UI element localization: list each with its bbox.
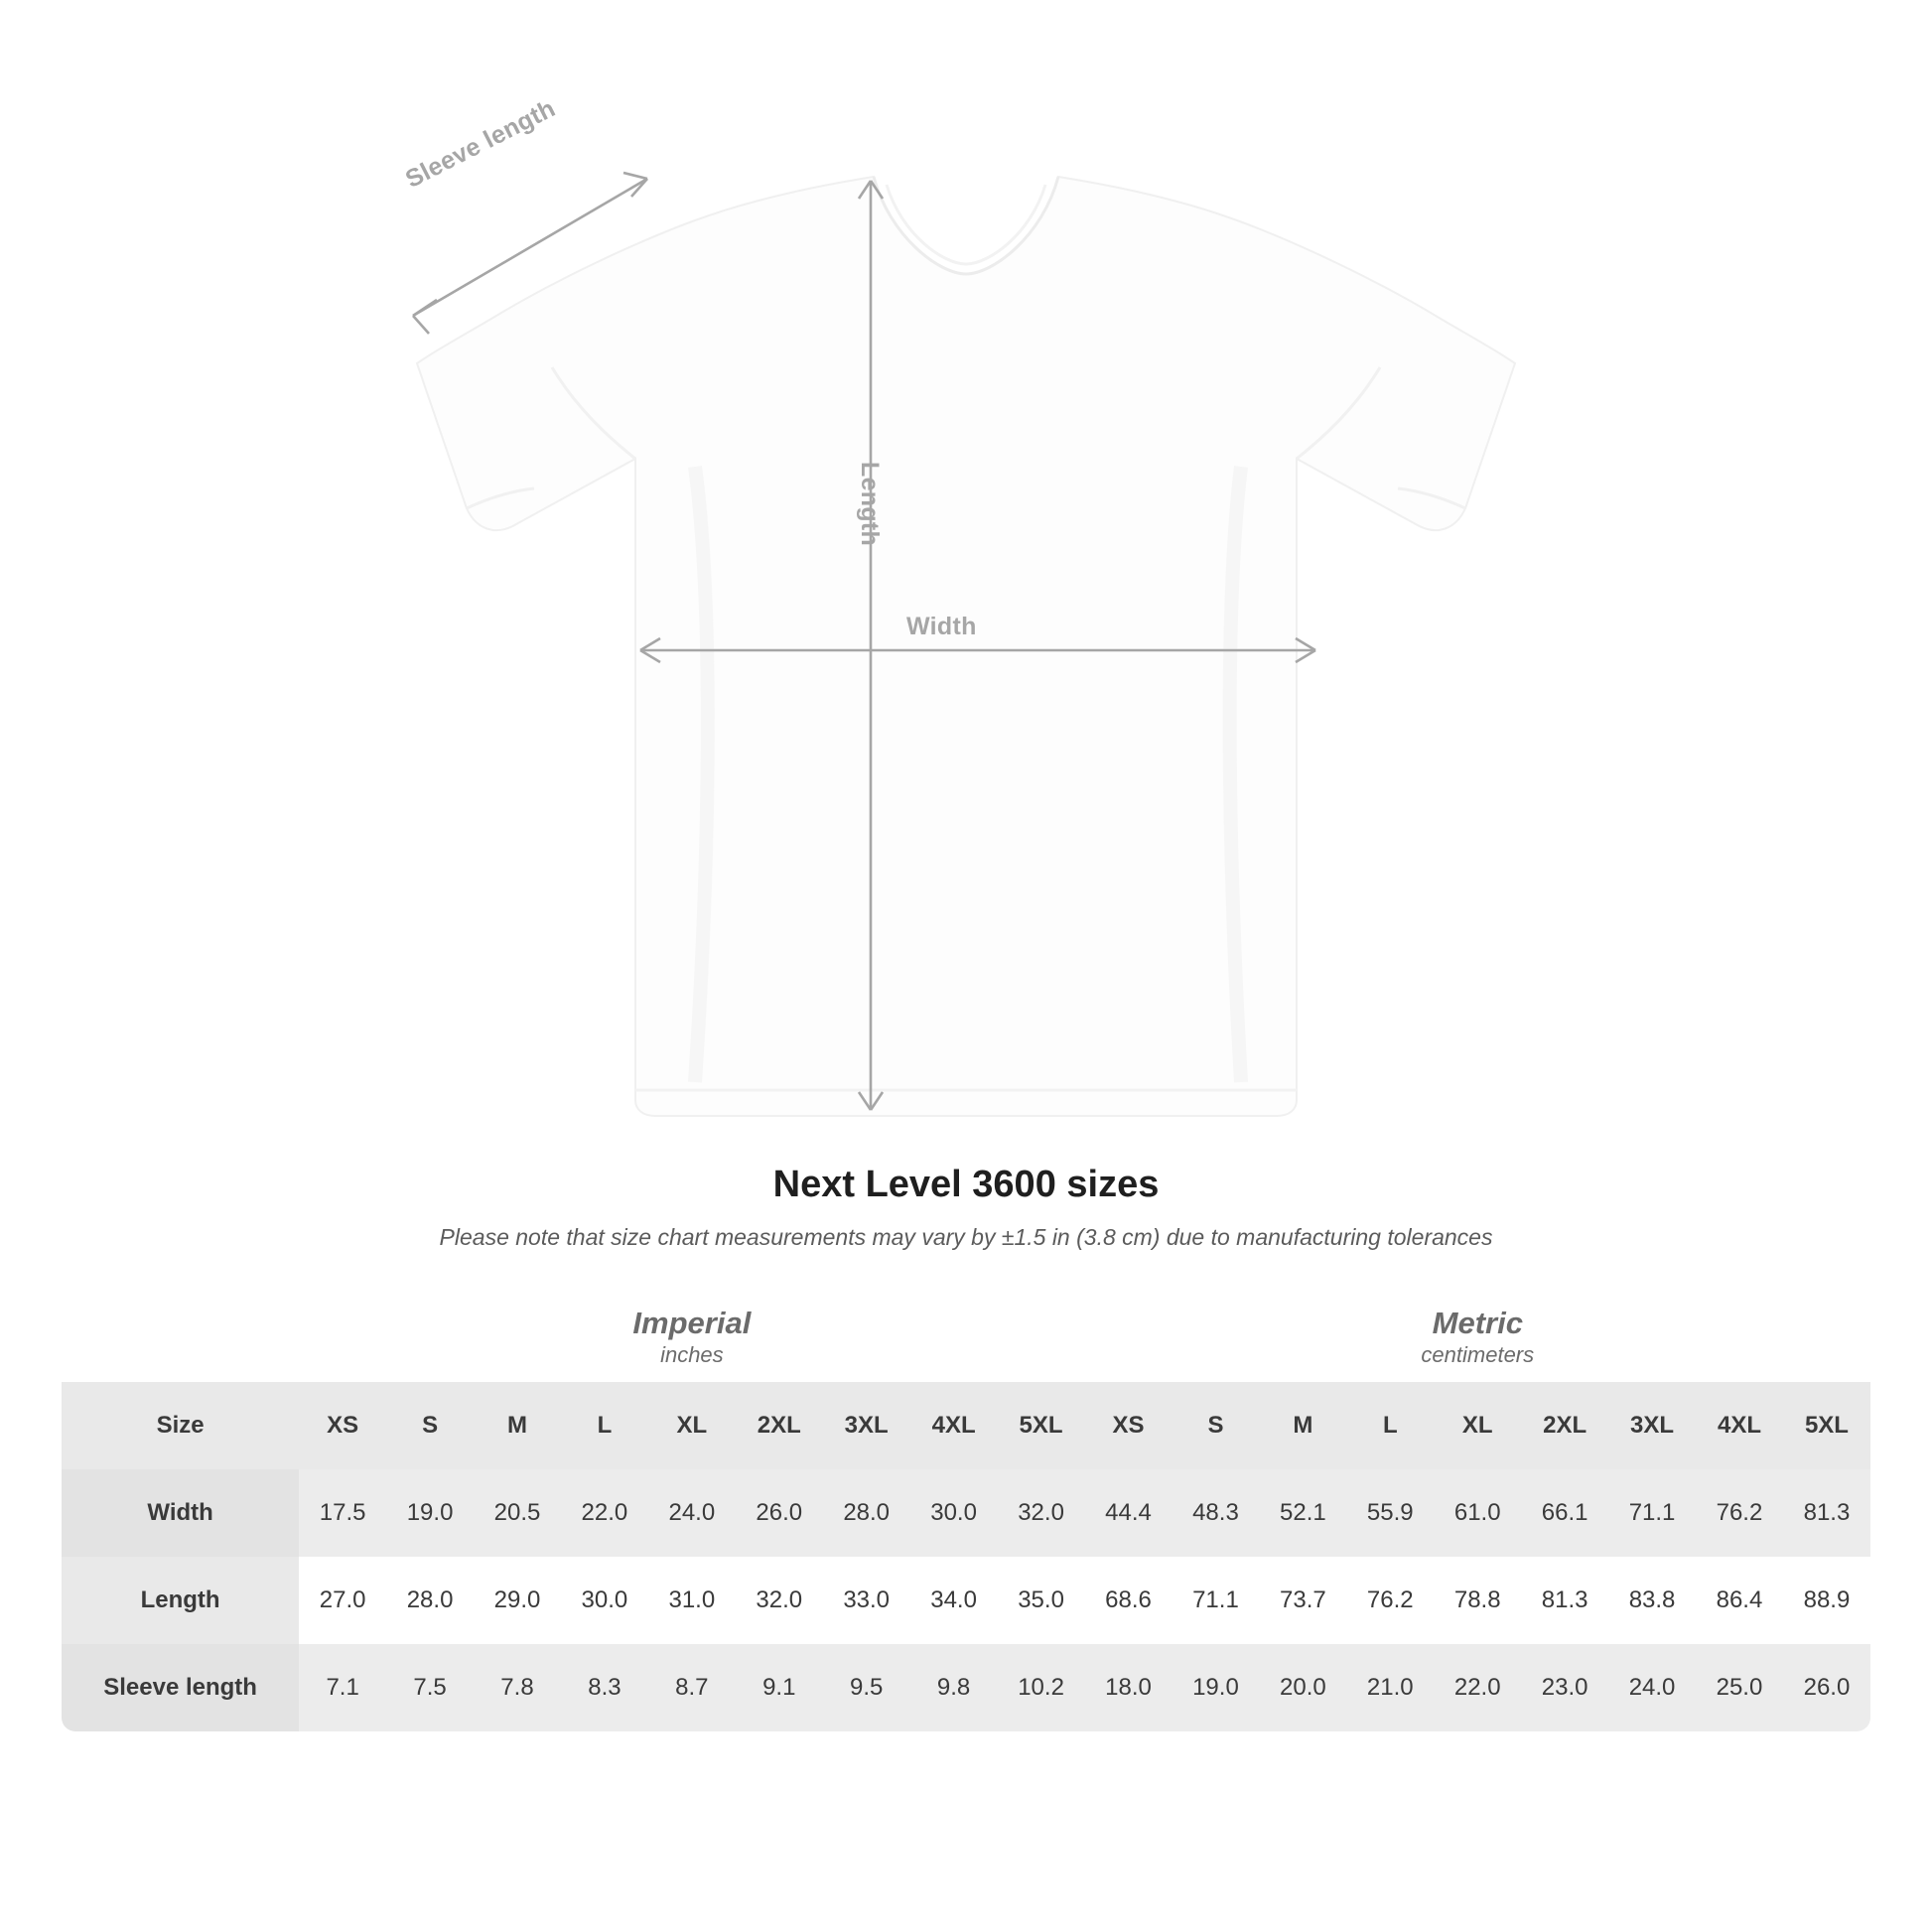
measurement-cell: 34.0 <box>910 1557 998 1644</box>
measurement-cell: 8.7 <box>648 1644 736 1731</box>
measurement-cell: 88.9 <box>1783 1557 1870 1644</box>
measurement-cell: 32.0 <box>998 1469 1085 1557</box>
measurement-cell: 31.0 <box>648 1557 736 1644</box>
unit-header-spacer <box>62 1295 299 1382</box>
measurement-cell: 71.1 <box>1172 1557 1259 1644</box>
measurement-cell: 44.4 <box>1085 1469 1173 1557</box>
measurement-cell: 9.8 <box>910 1644 998 1731</box>
size-header-cell: 2XL <box>736 1382 823 1469</box>
measurement-cell: 21.0 <box>1346 1644 1434 1731</box>
measurement-cell: 28.0 <box>823 1469 910 1557</box>
unit-group-header-imperial <box>299 1295 1084 1382</box>
size-table-container <box>62 1295 1870 1731</box>
measurement-cell: 26.0 <box>736 1469 823 1557</box>
measurement-cell: 19.0 <box>386 1469 474 1557</box>
measurement-cell: 81.3 <box>1521 1557 1608 1644</box>
measurement-cell: 61.0 <box>1434 1469 1521 1557</box>
measurement-cell: 55.9 <box>1346 1469 1434 1557</box>
measurement-cell: 8.3 <box>561 1644 648 1731</box>
measurement-row-label: Sleeve length <box>62 1644 299 1731</box>
size-header-cell: L <box>1346 1382 1434 1469</box>
unit-group-sub: inches <box>660 1342 724 1368</box>
size-header-cell: XL <box>648 1382 736 1469</box>
measurement-cell: 81.3 <box>1783 1469 1870 1557</box>
measurement-cell: 76.2 <box>1346 1557 1434 1644</box>
size-header-row <box>62 1382 1870 1469</box>
tshirt-shape <box>417 177 1515 1116</box>
measurement-cell: 52.1 <box>1259 1469 1346 1557</box>
sleeve-length-dimension-label: Sleeve length <box>401 94 560 194</box>
measurement-cell: 29.0 <box>474 1557 561 1644</box>
size-table <box>62 1295 1870 1731</box>
size-header-cell: 5XL <box>998 1382 1085 1469</box>
unit-group-name: Imperial <box>632 1305 752 1340</box>
size-header-cell: XL <box>1434 1382 1521 1469</box>
measurement-cell: 73.7 <box>1259 1557 1346 1644</box>
width-dimension-label: Width <box>906 613 977 640</box>
measurement-cell: 27.0 <box>299 1557 386 1644</box>
size-header-cell: L <box>561 1382 648 1469</box>
measurement-cell: 22.0 <box>1434 1644 1521 1731</box>
size-header-cell: 3XL <box>1608 1382 1696 1469</box>
measurement-cell: 33.0 <box>823 1557 910 1644</box>
length-dimension-label: Length <box>856 462 884 547</box>
measurement-cell: 10.2 <box>998 1644 1085 1731</box>
measurement-cell: 18.0 <box>1085 1644 1173 1731</box>
measurement-cell: 17.5 <box>299 1469 386 1557</box>
measurement-cell: 7.5 <box>386 1644 474 1731</box>
measurement-cell: 24.0 <box>1608 1644 1696 1731</box>
unit-group-name: Metric <box>1432 1305 1523 1340</box>
measurement-cell: 26.0 <box>1783 1644 1870 1731</box>
measurement-cell: 9.5 <box>823 1644 910 1731</box>
measurement-cell: 25.0 <box>1696 1644 1783 1731</box>
table-row <box>62 1469 1870 1557</box>
size-header-cell: M <box>1259 1382 1346 1469</box>
size-header-cell: S <box>386 1382 474 1469</box>
measurement-cell: 19.0 <box>1172 1644 1259 1731</box>
measurement-cell: 20.5 <box>474 1469 561 1557</box>
unit-header-row <box>62 1295 1870 1382</box>
size-header-cell: S <box>1172 1382 1259 1469</box>
unit-group-sub: centimeters <box>1421 1342 1535 1368</box>
tolerance-note: Please note that size chart measurements may vary by ±1.5 in (3.8 cm) due to manufacturing tolerances <box>439 1224 1493 1250</box>
measurement-cell: 20.0 <box>1259 1644 1346 1731</box>
measurement-cell: 78.8 <box>1434 1557 1521 1644</box>
measurement-cell: 23.0 <box>1521 1644 1608 1731</box>
measurement-cell: 66.1 <box>1521 1469 1608 1557</box>
size-header-cell: M <box>474 1382 561 1469</box>
measurement-cell: 83.8 <box>1608 1557 1696 1644</box>
measurement-cell: 30.0 <box>561 1557 648 1644</box>
size-header-label: Size <box>62 1382 299 1469</box>
size-header-cell: 2XL <box>1521 1382 1608 1469</box>
measurement-cell: 32.0 <box>736 1557 823 1644</box>
measurement-cell: 7.1 <box>299 1644 386 1731</box>
measurement-cell: 7.8 <box>474 1644 561 1731</box>
page-title: Next Level 3600 sizes <box>772 1164 1160 1205</box>
measurement-cell: 76.2 <box>1696 1469 1783 1557</box>
size-header-cell: 4XL <box>1696 1382 1783 1469</box>
size-header-cell: XS <box>1085 1382 1173 1469</box>
measurement-cell: 22.0 <box>561 1469 648 1557</box>
size-header-cell: 3XL <box>823 1382 910 1469</box>
measurement-cell: 30.0 <box>910 1469 998 1557</box>
measurement-row-label: Length <box>62 1557 299 1644</box>
size-header-cell: 5XL <box>1783 1382 1870 1469</box>
unit-group-header-metric <box>1085 1295 1870 1382</box>
table-row <box>62 1644 1870 1731</box>
measurement-cell: 71.1 <box>1608 1469 1696 1557</box>
measurement-cell: 68.6 <box>1085 1557 1173 1644</box>
measurement-cell: 48.3 <box>1172 1469 1259 1557</box>
measurement-row-label: Width <box>62 1469 299 1557</box>
size-header-cell: 4XL <box>910 1382 998 1469</box>
measurement-cell: 35.0 <box>998 1557 1085 1644</box>
size-header-cell: XS <box>299 1382 386 1469</box>
measurement-cell: 28.0 <box>386 1557 474 1644</box>
measurement-cell: 9.1 <box>736 1644 823 1731</box>
table-row <box>62 1557 1870 1644</box>
measurement-cell: 86.4 <box>1696 1557 1783 1644</box>
measurement-cell: 24.0 <box>648 1469 736 1557</box>
